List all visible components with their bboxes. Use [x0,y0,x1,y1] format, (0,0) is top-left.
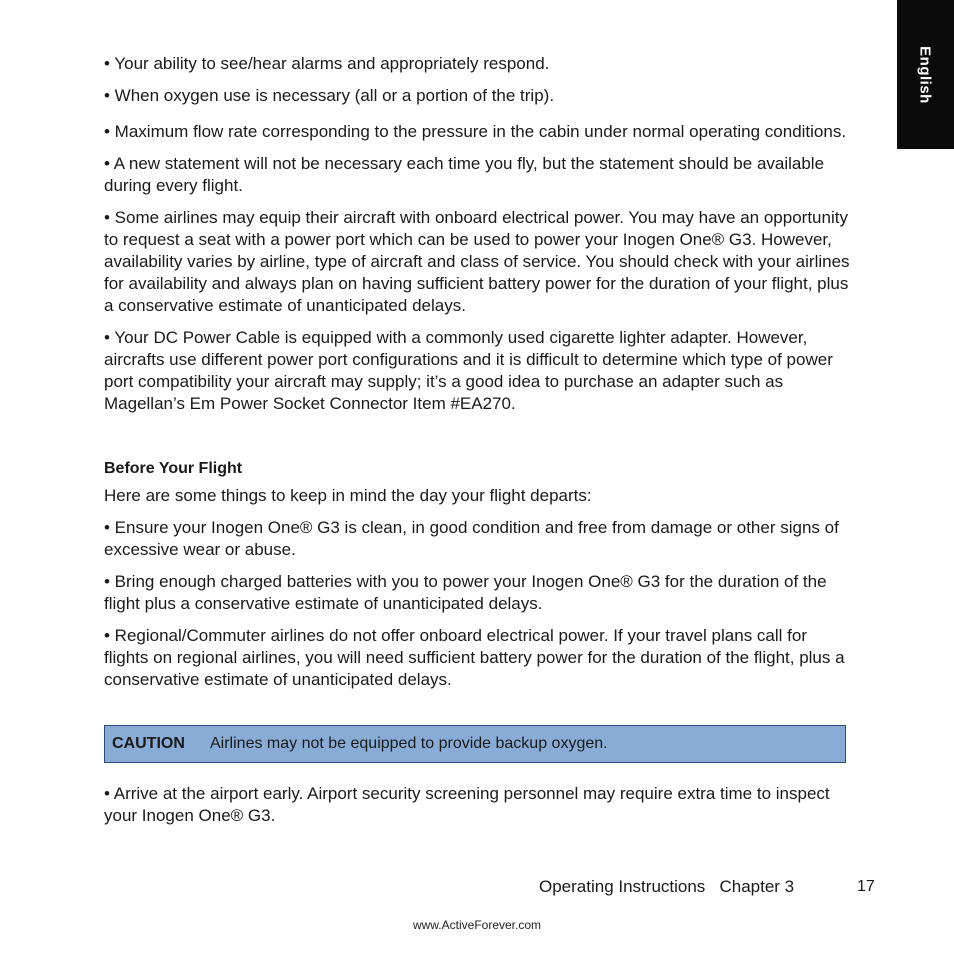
bullet-item: • When oxygen use is necessary (all or a portion of the trip). [104,86,555,105]
caution-label: CAUTION [112,735,185,752]
bullet-item: • Some airlines may equip their aircraft with onboard electrical power. You may have an opportunity to request a seat with a power port which can be used to power your Inogen One® G3. However, availability varies by airline, type of aircraft and class of service. You should check with your airlines for availability and always plan on having sufficient battery power for the duration of your flight, plus a conservative estimate of unanticipated delays. [104,208,850,315]
bullet-item: • Ensure your Inogen One® G3 is clean, in good condition and free from damage or other signs of excessive wear or abuse. [104,518,839,559]
bullet-item: • Maximum flow rate corresponding to the pressure in the cabin under normal operating conditions. [104,122,847,141]
footer-chapter: Operating Instructions Chapter 3 [539,877,795,896]
language-tab [897,0,954,149]
caution-box [104,725,846,763]
after-caution-content [104,783,854,837]
bullet-item: • A new statement will not be necessary each time you fly, but the statement should be available during every flight. [104,154,825,195]
bullet-item: • Arrive at the airport early. Airport security screening personnel may require extra time to inspect your Inogen One® G3. [104,784,830,825]
bullet-item: • Your DC Power Cable is equipped with a commonly used cigarette lighter adapter. However, aircrafts use different power port configurations and it is difficult to determine which type of power port compatibility your aircraft may supply; it’s a good idea to purchase an adapter such as Magellan’s Em Power Socket Connector Item #EA270. [104,328,833,413]
bullet-item: • Your ability to see/hear alarms and appropriately respond. [104,54,550,73]
page-number: 17 [857,878,875,895]
footer-url: www.ActiveForever.com [412,918,542,932]
main-content [104,53,854,701]
caution-message: Airlines may not be equipped to provide backup oxygen. [210,735,608,752]
bullet-item: • Bring enough charged batteries with you to power your Inogen One® G3 for the duration of the flight plus a conservative estimate of unanticipated delays. [104,572,827,613]
bullet-item: • Regional/Commuter airlines do not offer onboard electrical power. If your travel plans call for flights on regional airlines, you will need sufficient battery power for the duration of the flight, plus a conservative estimate of unanticipated delays. [104,626,845,689]
section-intro: Here are some things to keep in mind the day your flight departs: [104,486,592,505]
section-heading: Before Your Flight [104,460,243,477]
language-tab-label: English [916,46,934,104]
